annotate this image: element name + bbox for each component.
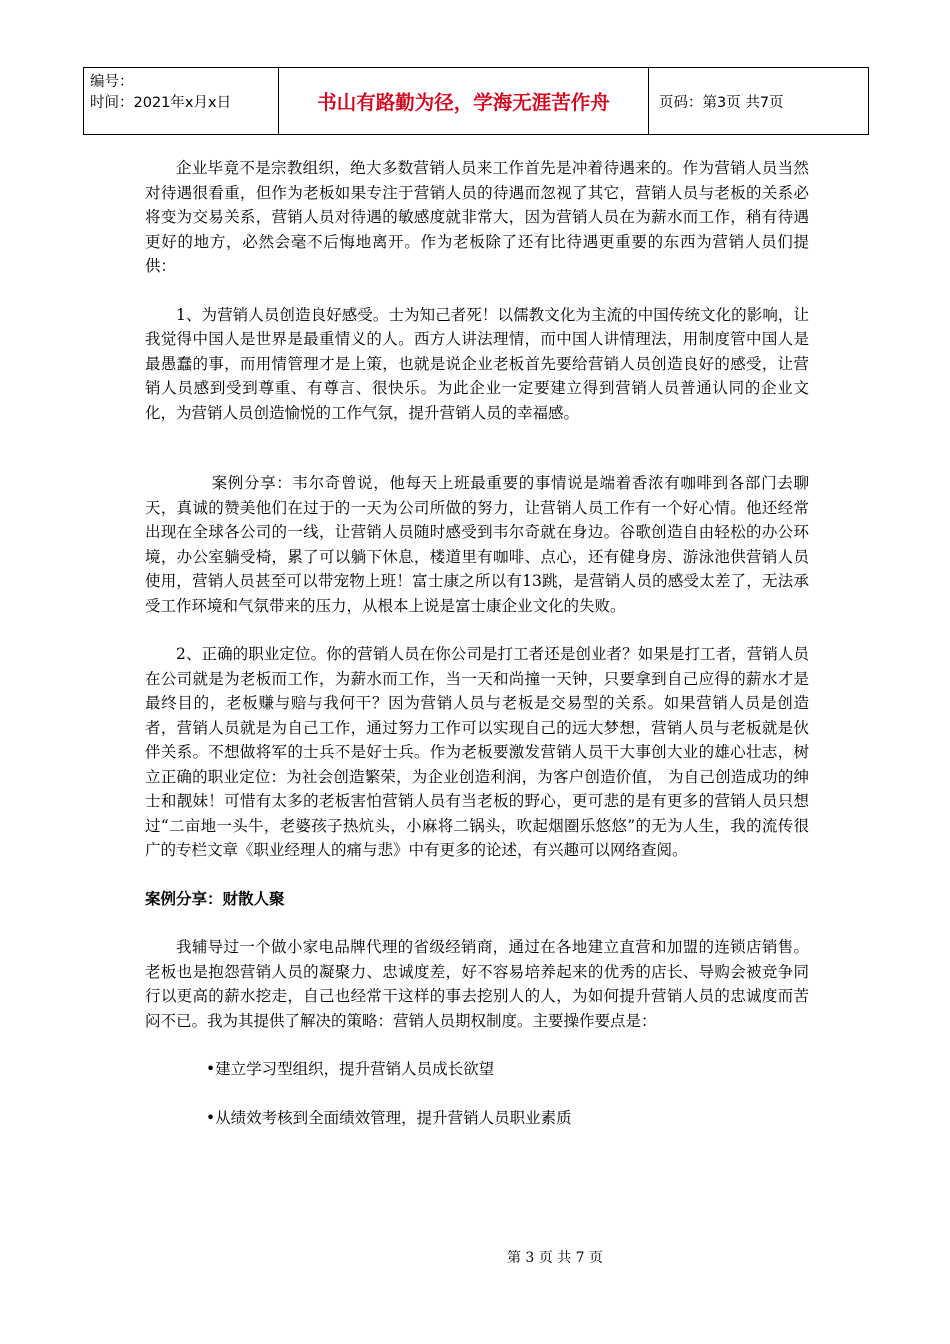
point-1-paragraph: 1、为营销人员创造良好感受。士为知己者死！以儒教文化为主流的中国传统文化的影响，让我觉得中国人是世界是最重情义的人。西方人讲法理情，而中国人讲情理法，用制度管中国人是最愚蠢的事，而用情管理才是上策，也就是说企业老板首先要给营销人员创造良好的感受，让营销人员感到受到尊重、有尊言、很快乐。为此企业一定要建立得到营销人员普通认同的企业文化，为营销人员创造愉悦的工作气氛，提升营销人员的幸福感。 <box>145 305 809 422</box>
case-1-paragraph: 案例分享：韦尔奇曾说，他每天上班最重要的事情说是端着香浓有咖啡到各部门去聊天，真诚的赞美他们在过于的一天为公司所做的努力，让营销人员工作有一个好心情。他还经常出现在全球各公司的一线，让营销人员随时感受到韦尔奇就在身边。谷歌创造自由轻松的办公环境，办公室躺受椅，累了可以躺下休息，楼道里有咖啡、点心，还有健身房、游泳池供营销人员使用，营销人员甚至可以带宠物上班！富士康之所以有13跳，是营销人员的感受太差了，无法承受工作环境和气氛带来的压力，从根本上说是富士康企业文化的失败。 <box>145 474 809 615</box>
intro-paragraph: 企业毕竟不是宗教组织，绝大多数营销人员来工作首先是冲着待遇来的。作为营销人员当然对待遇很看重，但作为老板如果专注于营销人员的待遇而忽视了其它，营销人员与老板的关系必将变为交易关系，营销人员对待遇的敏感度就非常大，因为营销人员在为薪水而工作，稍有待遇更好的地方，必然会毫不后悔地离开。作为老板除了还有比待遇更重要的东西为营销人员们提供： <box>145 159 809 275</box>
footer-page-number: 第 3 页 共 7 页 <box>506 1250 604 1266</box>
case-2-heading: 案例分享：财散人聚 <box>145 889 285 908</box>
case-2-paragraph: 我辅导过一个做小家电品牌代理的省级经销商，通过在各地建立直营和加盟的连锁店销售。老板也是抱怨营销人员的凝聚力、忠诚度差，好不容易培养起来的优秀的店长、导购会被竞争同行以更高的薪水挖走，自己也经常干这样的事去挖别人的人，为如何提升营销人员的忠诚度而苦闷不已。我为其提供了解决的策略：营销人员期权制度。主要操作要点是： <box>145 938 809 1030</box>
document-number-label: 编号： <box>90 74 134 90</box>
page-footer <box>0 1247 950 1267</box>
document-header <box>83 67 869 135</box>
point-2-paragraph: 2、正确的职业定位。你的营销人员在你公司是打工者还是创业者？如果是打工者，营销人员在公司就是为老板而工作，为薪水而工作，当一天和尚撞一天钟，只要拿到自己应得的薪水才是最终目的，老板赚与赔与我何干？因为营销人员与老板是交易型的关系。如果营销人员是创造者，营销人员就是为自己工作，通过努力工作可以实现自己的远大梦想，营销人员与老板就是伙伴关系。不想做将军的士兵不是好士兵。作为老板要激发营销人员干大事创大业的雄心壮志，树立正确的职业定位：为社会创造繁荣，为企业创造利润，为客户创造价值， 为自己创造成功的绅士和靓妹！可惜有太多的老板害怕营销人员有当老板的野心，更可悲的是有更多的营销人员只想过“二亩地一头牛，老婆孩子热炕头，小麻将二锅头，吹起烟圈乐悠悠”的无为人生，我的流传很广的专栏文章《职业经理人的痛与悲》中有更多的论述，有兴趣可以网络查阅。 <box>145 645 809 859</box>
document-body <box>145 156 809 1130</box>
bullet-item-1: •建立学习型组织，提升营销人员成长欲望 <box>206 1060 495 1078</box>
document-date: 时间：2021年x月x日 <box>90 95 232 111</box>
header-motto: 书山有路勤为径，学海无涯苦作舟 <box>279 68 649 134</box>
bullet-item-2: •从绩效考核到全面绩效管理，提升营销人员职业素质 <box>206 1108 572 1127</box>
header-meta <box>84 68 279 134</box>
header-page-number: 页码：第3页 共7页 <box>659 94 784 111</box>
